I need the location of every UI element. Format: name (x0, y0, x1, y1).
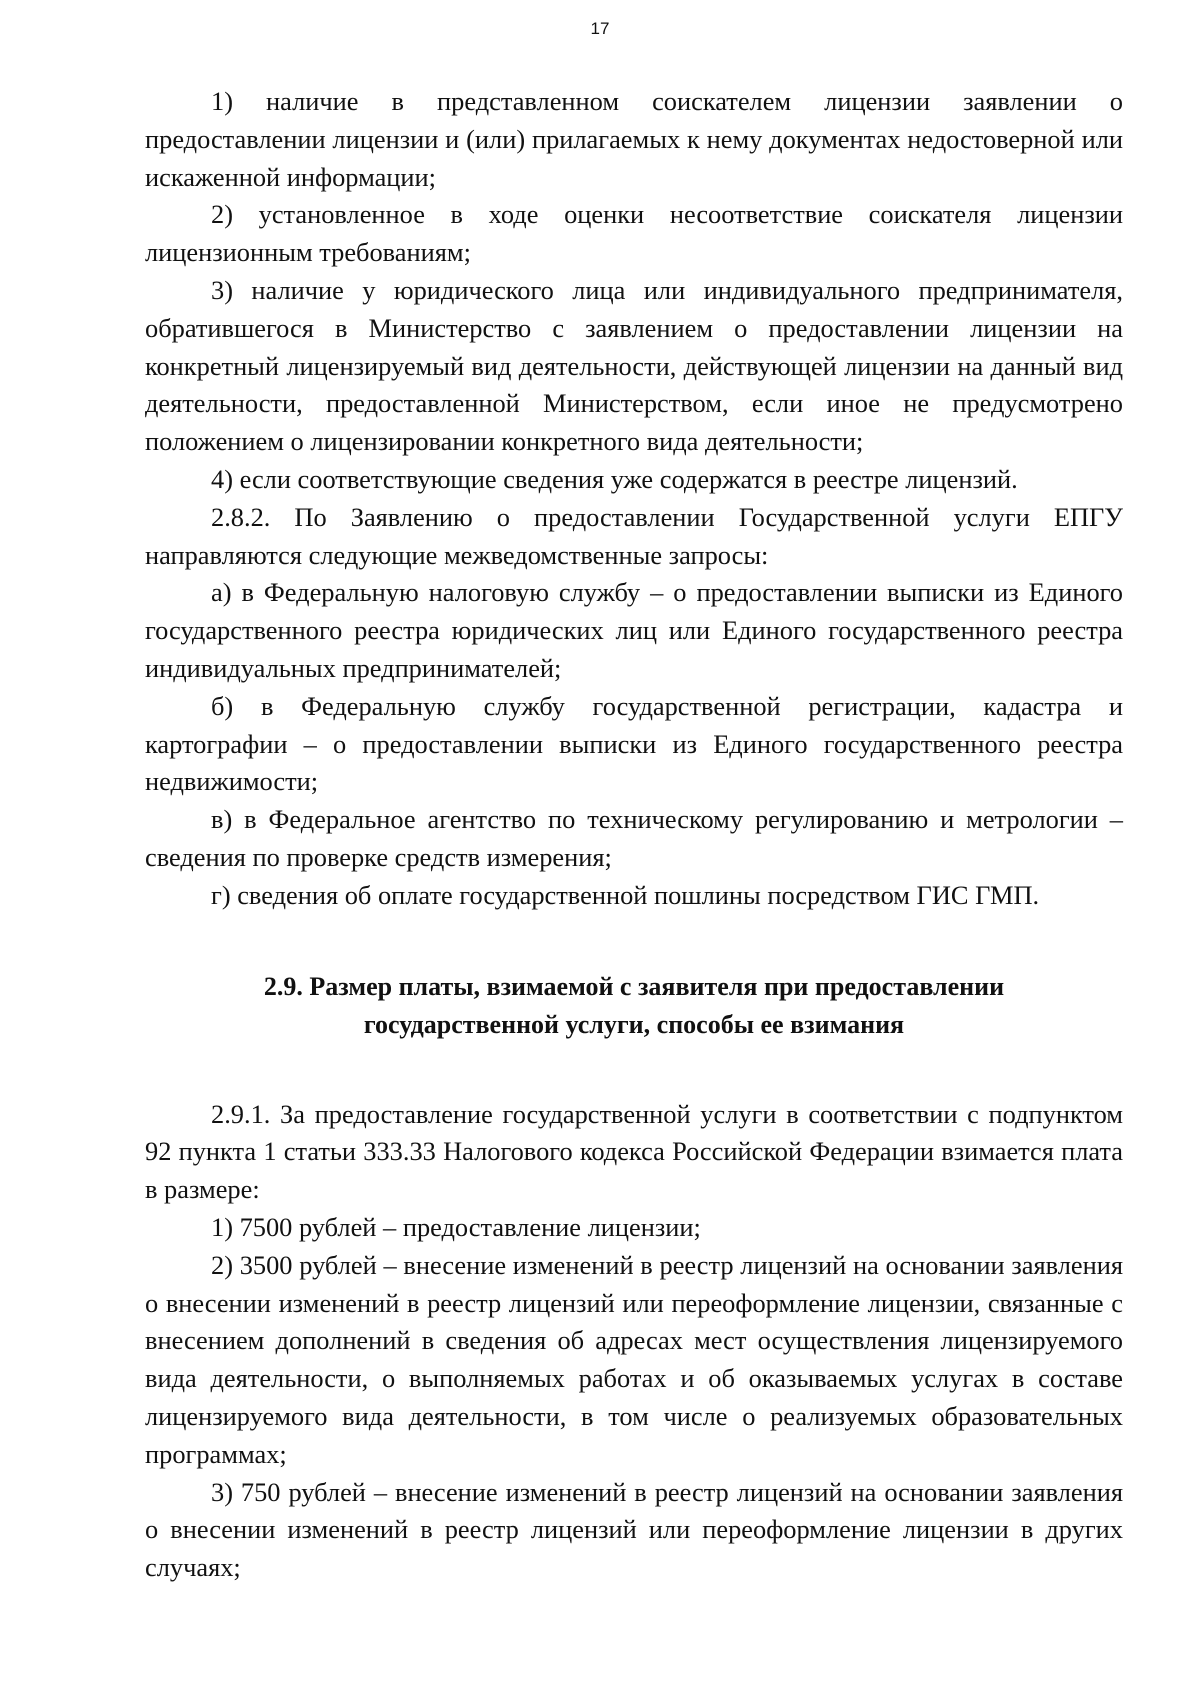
paragraph-request-b: б) в Федеральную службу государственной регистрации, кадастра и картографии – о предоставлении выписки из Единого государственного реестра недвижимости; (145, 690, 1123, 797)
paragraph-fee-item-3: 3) 750 рублей – внесение изменений в реестр лицензий на основании заявления о внесении изменений в реестр лицензий или переоформление лицензии в других случаях; (145, 1476, 1123, 1583)
paragraph-fee-item-2: 2) 3500 рублей – внесение изменений в реестр лицензий на основании заявления о внесении изменений в реестр лицензий или переоформление лицензии, связанные с внесением дополнений в сведения об адресах мест осуществления лицензируемого вида деятельности, о выполняемых работах и об оказываемых услугах в составе лицензируемого вида деятельности, в том числе о реализуемых образовательных программах; (145, 1249, 1123, 1469)
paragraph-2-8-2: 2.8.2. По Заявлению о предоставлении Государственной услуги ЕПГУ направляются следующие межведомственные запросы: (145, 501, 1123, 570)
paragraph-request-g: г) сведения об оплате государственной пошлины посредством ГИС ГМП. (211, 879, 1040, 910)
paragraph-refusal-item-4: 4) если соответствующие сведения уже содержатся в реестре лицензий. (211, 463, 1018, 494)
section-heading-2-9 (145, 968, 1123, 1044)
page-number: 17 (590, 19, 610, 38)
paragraph-request-v: в) в Федеральное агентство по техническому регулированию и метрологии – сведения по проверке средств измерения; (145, 804, 1123, 872)
document-body (145, 83, 1123, 1587)
paragraph-refusal-item-2: 2) установленное в ходе оценки несоответствие соискателя лицензии лицензионным требованиям; (145, 199, 1123, 268)
paragraph-request-a: а) в Федеральную налоговую службу – о предоставлении выписки из Единого государственного реестра юридических лиц или Единого государственного реестра индивидуальных предпринимателей; (145, 577, 1123, 683)
paragraph-fee-item-1: 1) 7500 рублей – предоставление лицензии; (211, 1211, 701, 1242)
section-heading-line-2: государственной услуги, способы ее взимания (363, 1009, 905, 1039)
paragraph-refusal-item-3: 3) наличие у юридического лица или индивидуального предпринимателя, обратившегося в Министерство с заявлением о предоставлении лицензии на конкретный лицензируемый вид деятельности, действующей лицензии на данный вид деятельности, предоставленной Министерством, если иное не предусмотрено положением о лицензировании конкретного вида деятельности; (145, 274, 1123, 457)
section-heading-line-1: 2.9. Размер платы, взимаемой с заявителя при предоставлении (263, 971, 1005, 1001)
paragraph-2-9-1: 2.9.1. За предоставление государственной услуги в соответствии с подпунктом 92 пункта 1 статьи 333.33 Налогового кодекса Российской Федерации взимается плата в размере: (145, 1098, 1123, 1205)
paragraph-refusal-item-1: 1) наличие в представленном соискателем лицензии заявлении о предоставлении лицензии и (или) прилагаемых к нему документах недостоверной или искаженной информации; (145, 86, 1123, 192)
